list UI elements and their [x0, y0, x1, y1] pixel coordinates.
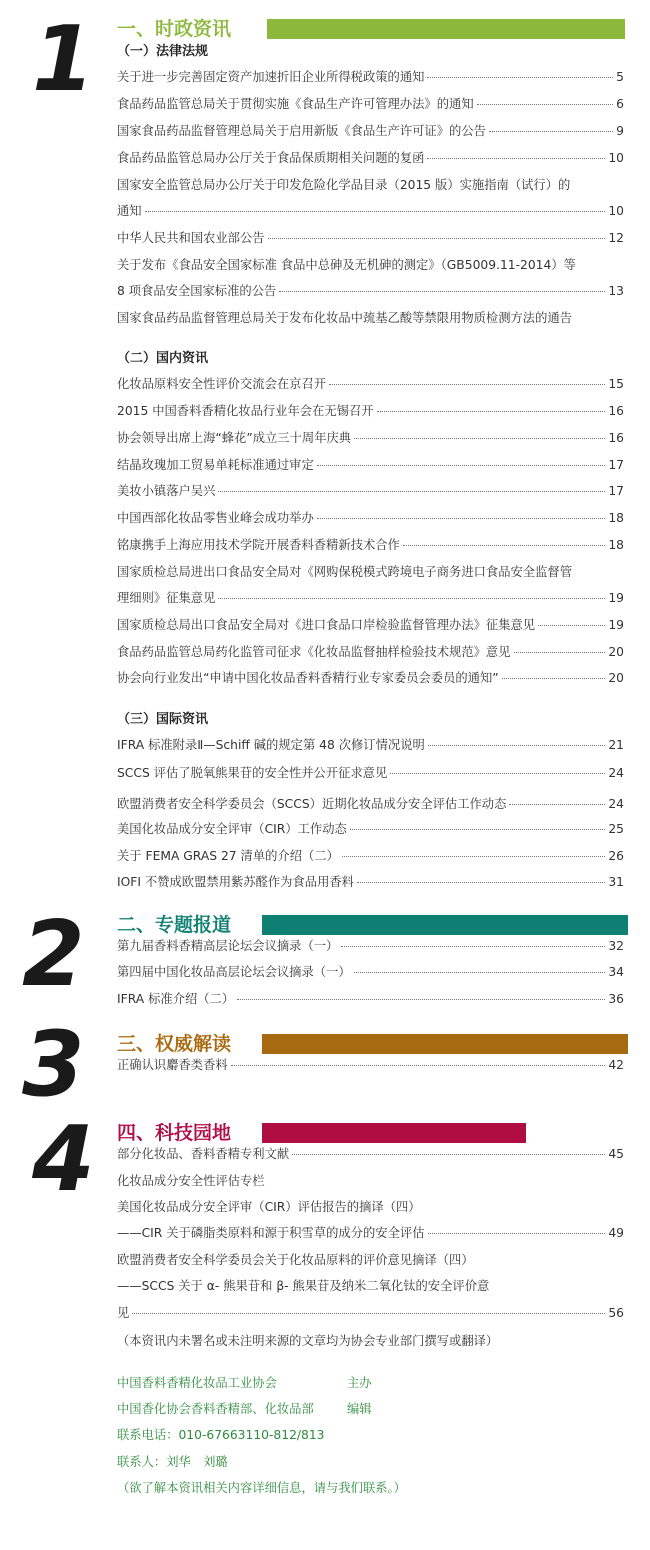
section-title-4: 四、科技园地	[117, 1122, 232, 1144]
section-number-1: 1	[32, 7, 95, 112]
toc-entry-title: ——CIR 关于磷脂类原料和源于积雪草的成分的安全评估	[117, 1226, 425, 1240]
dot-leader	[477, 104, 614, 105]
toc-entry[interactable]: 国家食品药品监督管理总局关于发布化妆品中巯基乙酸等禁限用物质检测方法的通告	[117, 311, 572, 325]
toc-entry-page: 42	[608, 1058, 624, 1072]
toc-entry-title: 协会向行业发出“申请中国化妆品香料香精行业专家委员会委员的通知”	[117, 671, 499, 685]
toc-entry-title: 美妆小镇落户吴兴	[117, 484, 216, 498]
organizer-name: 中国香料香精化妆品工业协会	[117, 1376, 277, 1390]
toc-entry[interactable]	[117, 202, 624, 220]
toc-entry-title: 协会领导出席上海“蜂花”成立三十周年庆典	[117, 431, 352, 445]
dot-leader	[428, 1233, 606, 1234]
toc-entry-page: 19	[608, 591, 624, 605]
toc-entry[interactable]	[117, 1304, 624, 1322]
toc-entry[interactable]	[117, 229, 624, 247]
toc-entry-page: 24	[608, 766, 624, 780]
toc-entry[interactable]: 化妆品成分安全性评估专栏	[117, 1174, 265, 1188]
toc-entry[interactable]	[117, 963, 624, 981]
toc-entry-title: IOFI 不赞成欧盟禁用紫苏醛作为食品用香料	[117, 875, 354, 889]
subsection-title-international: （三）国际资讯	[117, 712, 209, 727]
dot-leader	[509, 804, 605, 805]
authorship-note: （本资讯内未署名或未注明来源的文章均为协会专业部门撰写或翻译）	[117, 1334, 499, 1348]
dot-leader	[279, 291, 605, 292]
toc-entry[interactable]	[117, 669, 624, 687]
editor-name: 中国香化协会香料香精部、化妆品部	[117, 1402, 314, 1416]
toc-entry[interactable]	[117, 1145, 624, 1163]
toc-entry-title: 食品药品监管总局药化监管司征求《化妆品监督抽样检验技术规范》意见	[117, 645, 511, 659]
toc-entry[interactable]	[117, 1056, 624, 1074]
dot-leader	[132, 1313, 605, 1314]
section-title-2: 二、专题报道	[117, 914, 232, 936]
dot-leader	[427, 77, 613, 78]
toc-entry-page: 26	[608, 849, 624, 863]
footer-organizer	[117, 1374, 372, 1392]
section-bar-3	[262, 1034, 628, 1054]
dot-leader	[145, 211, 606, 212]
toc-entry-page: 31	[608, 875, 624, 889]
toc-entry[interactable]: 欧盟消费者安全科学委员会关于化妆品原料的评价意见摘译（四）	[117, 1253, 474, 1267]
subsection-title-domestic: （二）国内资讯	[117, 351, 209, 366]
toc-entry-title: 第九届香料香精高层论坛会议摘录（一）	[117, 939, 339, 953]
section-number-4: 4	[32, 1107, 95, 1212]
dot-leader	[268, 238, 606, 239]
toc-entry[interactable]: 关于发布《食品安全国家标准 食品中总砷及无机砷的测定》（GB5009.11-2014）等	[117, 258, 576, 272]
dot-leader	[428, 745, 606, 746]
dot-leader	[354, 972, 606, 973]
toc-entry-title: IFRA 标准介绍（二）	[117, 992, 235, 1006]
dot-leader	[357, 882, 605, 883]
toc-entry[interactable]	[117, 990, 624, 1008]
section-bar-1	[267, 19, 625, 39]
toc-entry[interactable]	[117, 536, 624, 554]
toc-entry[interactable]	[117, 149, 624, 167]
toc-entry[interactable]	[117, 616, 624, 634]
organizer-role: 主办	[347, 1376, 372, 1390]
toc-entry-title: SCCS 评估了脱氧熊果苷的安全性并公开征求意见	[117, 766, 388, 780]
toc-entry-page: 10	[608, 151, 624, 165]
toc-entry-page: 45	[608, 1147, 624, 1161]
toc-entry-title: 化妆品原料安全性评价交流会在京召开	[117, 377, 327, 391]
dot-leader	[403, 545, 606, 546]
toc-entry-title: 理细则》征集意见	[117, 591, 216, 605]
toc-entry[interactable]	[117, 873, 624, 891]
section-title-3: 三、权威解读	[117, 1033, 232, 1055]
toc-entry-page: 16	[608, 431, 624, 445]
toc-entry-title: 国家质检总局出口食品安全局对《进口食品口岸检验监督管理办法》征集意见	[117, 618, 536, 632]
subsection-title-laws: （一）法律法规	[117, 44, 209, 59]
toc-entry[interactable]	[117, 643, 624, 661]
toc-entry[interactable]	[117, 375, 624, 393]
footer-invite: （欲了解本资讯相关内容详细信息，请与我们联系。）	[117, 1481, 406, 1495]
toc-entry[interactable]	[117, 282, 624, 300]
toc-entry-page: 6	[616, 97, 624, 111]
dot-leader	[350, 829, 606, 830]
section-bar-2	[262, 915, 628, 935]
toc-entry-page: 34	[608, 965, 624, 979]
toc-entry[interactable]	[117, 589, 624, 607]
toc-entry-page: 17	[608, 458, 624, 472]
toc-entry-page: 15	[608, 377, 624, 391]
toc-entry[interactable]	[117, 736, 624, 754]
dot-leader	[317, 518, 606, 519]
toc-entry-page: 17	[608, 484, 624, 498]
toc-entry-title: 食品药品监管总局办公厅关于食品保质期相关问题的复函	[117, 151, 425, 165]
dot-leader	[342, 856, 605, 857]
dot-leader	[377, 411, 606, 412]
toc-entry[interactable]	[117, 847, 624, 865]
toc-entry-page: 25	[608, 822, 624, 836]
toc-entry[interactable]	[117, 937, 624, 955]
toc-entry-title: 美国化妆品成分安全评审（CIR）工作动态	[117, 822, 347, 836]
toc-entry[interactable]: 美国化妆品成分安全评审（CIR）评估报告的摘译（四）	[117, 1200, 421, 1214]
toc-entry[interactable]	[117, 1224, 624, 1242]
toc-entry-title: 8 项食品安全国家标准的公告	[117, 284, 277, 298]
toc-entry[interactable]: 国家质检总局进出口食品安全局对《网购保税模式跨境电子商务进口食品安全监督管	[117, 565, 572, 579]
toc-entry-page: 21	[608, 738, 624, 752]
toc-entry-page: 16	[608, 404, 624, 418]
toc-entry-page: 12	[608, 231, 624, 245]
dot-leader	[218, 598, 605, 599]
editor-role: 编辑	[347, 1402, 372, 1416]
dot-leader	[218, 491, 605, 492]
toc-entry-title: 铭康携手上海应用技术学院开展香料香精新技术合作	[117, 538, 400, 552]
toc-entry[interactable]	[117, 402, 624, 420]
toc-entry-page: 9	[616, 124, 624, 138]
toc-entry-page: 36	[608, 992, 624, 1006]
toc-entry-title: 关于进一步完善固定资产加速折旧企业所得税政策的通知	[117, 70, 425, 84]
dot-leader	[390, 773, 605, 774]
toc-entry[interactable]	[117, 68, 624, 86]
toc-entry-page: 20	[608, 645, 624, 659]
toc-entry[interactable]: 国家安全监管总局办公厅关于印发危险化学品目录（2015 版）实施指南（试行）的	[117, 178, 571, 192]
toc-entry[interactable]: ——SCCS 关于 α- 熊果苷和 β- 熊果苷及纳米二氧化钛的安全评价意	[117, 1279, 490, 1293]
toc-entry-page: 24	[608, 797, 624, 811]
section-number-3: 3	[22, 1012, 85, 1117]
toc-entry-page: 49	[608, 1226, 624, 1240]
toc-entry-title: 第四届中国化妆品高层论坛会议摘录（一）	[117, 965, 351, 979]
toc-entry-title: IFRA 标准附录Ⅱ—Schiff 碱的规定第 48 次修订情况说明	[117, 738, 425, 752]
toc-entry-title: 欧盟消费者安全科学委员会（SCCS）近期化妆品成分安全评估工作动态	[117, 797, 507, 811]
dot-leader	[341, 946, 605, 947]
dot-leader	[427, 158, 605, 159]
toc-entry[interactable]	[117, 820, 624, 838]
toc-entry[interactable]	[117, 456, 624, 474]
toc-entry-title: 国家食品药品监督管理总局关于启用新版《食品生产许可证》的公告	[117, 124, 486, 138]
footer-phone: 联系电话：010-67663110-812/813	[117, 1428, 325, 1442]
toc-entry-page: 19	[608, 618, 624, 632]
toc-entry-title: 通知	[117, 204, 142, 218]
toc-entry[interactable]	[117, 95, 624, 113]
toc-entry-page: 20	[608, 671, 624, 685]
toc-entry-page: 13	[608, 284, 624, 298]
toc-entry-title: 中华人民共和国农业部公告	[117, 231, 265, 245]
toc-entry-page: 56	[608, 1306, 624, 1320]
toc-entry-page: 10	[608, 204, 624, 218]
toc-entry-page: 18	[608, 538, 624, 552]
toc-entry-title: 部分化妆品、香料香精专利文献	[117, 1147, 290, 1161]
footer-contact: 联系人：刘华 刘璐	[117, 1455, 228, 1469]
section-bar-4	[262, 1123, 526, 1143]
toc-entry-title: 正确认识麝香类香料	[117, 1058, 228, 1072]
dot-leader	[514, 652, 606, 653]
dot-leader	[354, 438, 605, 439]
toc-entry-page: 18	[608, 511, 624, 525]
toc-entry-title: 关于 FEMA GRAS 27 清单的介绍（二）	[117, 849, 339, 863]
dot-leader	[502, 678, 606, 679]
toc-entry-title: 中国西部化妆品零售业峰会成功举办	[117, 511, 314, 525]
toc-entry[interactable]	[117, 795, 624, 813]
toc-entry[interactable]	[117, 122, 624, 140]
toc-entry-title: 结晶玫瑰加工贸易单耗标准通过审定	[117, 458, 314, 472]
toc-entry[interactable]	[117, 482, 624, 500]
toc-entry-page: 5	[616, 70, 624, 84]
dot-leader	[292, 1154, 605, 1155]
dot-leader	[237, 999, 605, 1000]
toc-entry-title: 食品药品监管总局关于贯彻实施《食品生产许可管理办法》的通知	[117, 97, 474, 111]
dot-leader	[329, 384, 605, 385]
dot-leader	[489, 131, 613, 132]
dot-leader	[538, 625, 605, 626]
dot-leader	[231, 1065, 606, 1066]
toc-entry-page: 32	[608, 939, 624, 953]
section-number-2: 2	[22, 902, 85, 1007]
toc-entry[interactable]	[117, 764, 624, 782]
toc-entry[interactable]	[117, 429, 624, 447]
toc-entry-title: 见	[117, 1306, 130, 1320]
toc-entry[interactable]	[117, 509, 624, 527]
footer-editor	[117, 1400, 372, 1418]
toc-entry-title: 2015 中国香料香精化妆品行业年会在无锡召开	[117, 404, 374, 418]
dot-leader	[317, 465, 606, 466]
section-title-1: 一、时政资讯	[117, 18, 232, 40]
